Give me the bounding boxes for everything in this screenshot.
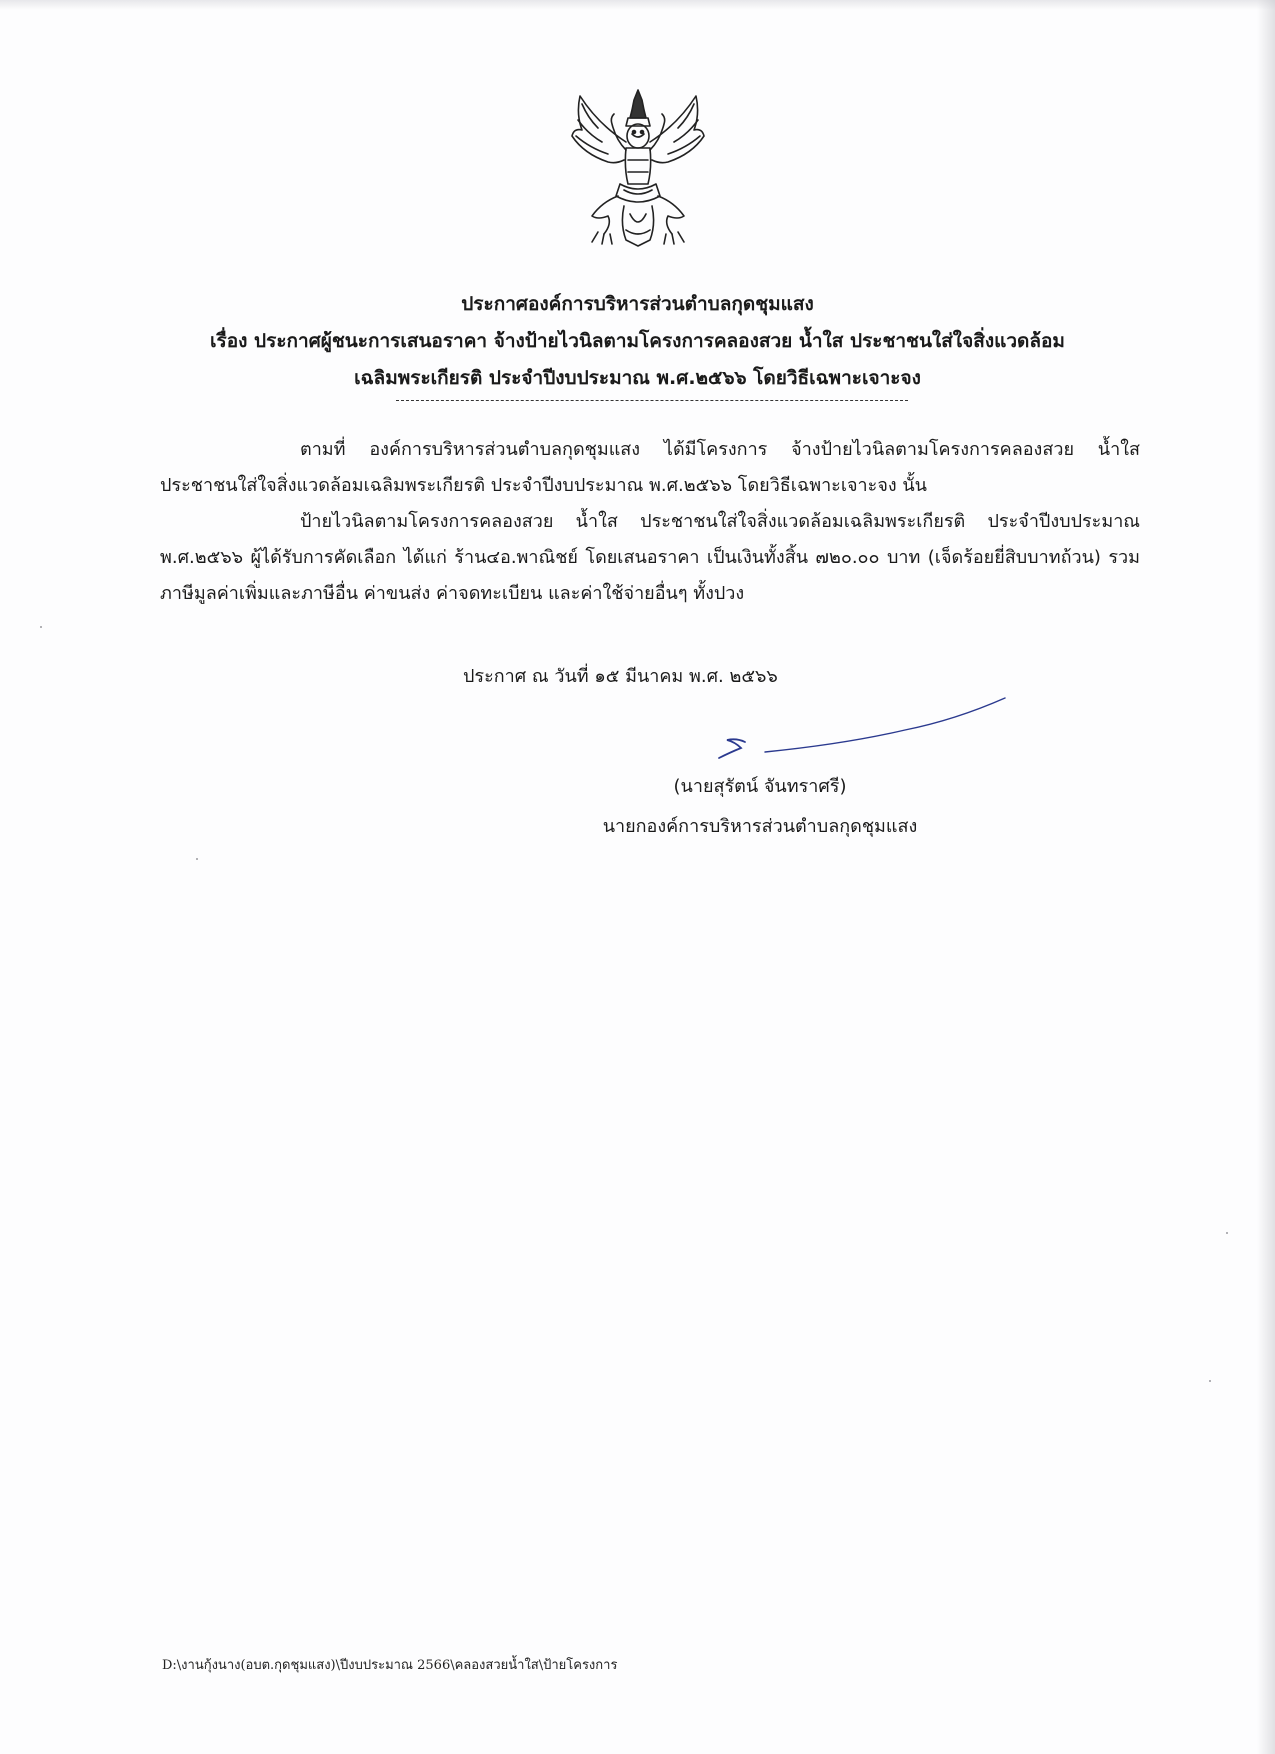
handwritten-signature [705, 690, 1025, 770]
org-announcement-line: ประกาศองค์การบริหารส่วนตำบลกุดชุมแสง [461, 293, 814, 315]
paragraph-2-text: ป้ายไวนิลตามโครงการคลองสวย น้ำใส ประชาชนใส่ใจสิ่งแวดล้อมเฉลิมพระเกียรติ ประจำปีงบประมาณ พ.ศ.๒๕๖๖ ผู้ได้รับการคัดเลือก ได้แก่ ร้าน๔อ.พาณิชย์ โดยเสนอราคา เป็นเงินทั้งสิ้น ๗๒๐.๐๐ บาท (เจ็ดร้อยยี่สิบบาทถ้วน) รวมภาษีมูลค่าเพิ่มและภาษีอื่น ค่าขนส่ง ค่าจดทะเบียน และค่าใช้จ่ายอื่นๆ ทั้งปวง [160, 511, 1140, 604]
scan-speck [1226, 1232, 1228, 1234]
file-path-footer: D:\งานกุ้งนาง(อบต.กุดชุมแสง)\ปีงบประมาณ 2566\คลองสวยน้ำใส\ป้ายโครงการ [162, 1658, 618, 1673]
announcement-title [120, 286, 1155, 397]
scan-top-shadow [0, 0, 1275, 10]
subject-line: เรื่อง ประกาศผู้ชนะการเสนอราคา จ้างป้ายไวนิลตามโครงการคลองสวย น้ำใส ประชาชนใส่ใจสิ่งแวดล้อม [210, 330, 1065, 352]
announcement-date: ประกาศ ณ วันที่ ๑๕ มีนาคม พ.ศ. ๒๕๖๖ [463, 666, 778, 687]
paragraph-1-text: ตามที่ องค์การบริหารส่วนตำบลกุดชุมแสง ได้มีโครงการ จ้างป้ายไวนิลตามโครงการคลองสวย น้ำใส ประชาชนใส่ใจสิ่งแวดล้อมเฉลิมพระเกียรติ ประจำปีงบประมาณ พ.ศ.๒๕๖๖ โดยวิธีเฉพาะเจาะจง นั้น [160, 439, 1140, 496]
garuda-emblem-icon [568, 84, 708, 252]
title-divider [396, 400, 908, 401]
body-paragraph-1 [160, 432, 1140, 504]
body-paragraph-2 [160, 504, 1140, 612]
signer-position: นายกองค์การบริหารส่วนตำบลกุดชุมแสง [602, 816, 918, 837]
scan-speck [40, 626, 42, 628]
subject-line-continued: เฉลิมพระเกียรติ ประจำปีงบประมาณ พ.ศ.๒๕๖๖ โดยวิธีเฉพาะเจาะจง [354, 367, 921, 389]
scan-edge-shadow [1257, 0, 1275, 1754]
scan-speck [1209, 1380, 1211, 1382]
signer-name: (นายสุรัตน์ จันทราศรี) [673, 776, 847, 797]
scan-speck [196, 858, 198, 860]
